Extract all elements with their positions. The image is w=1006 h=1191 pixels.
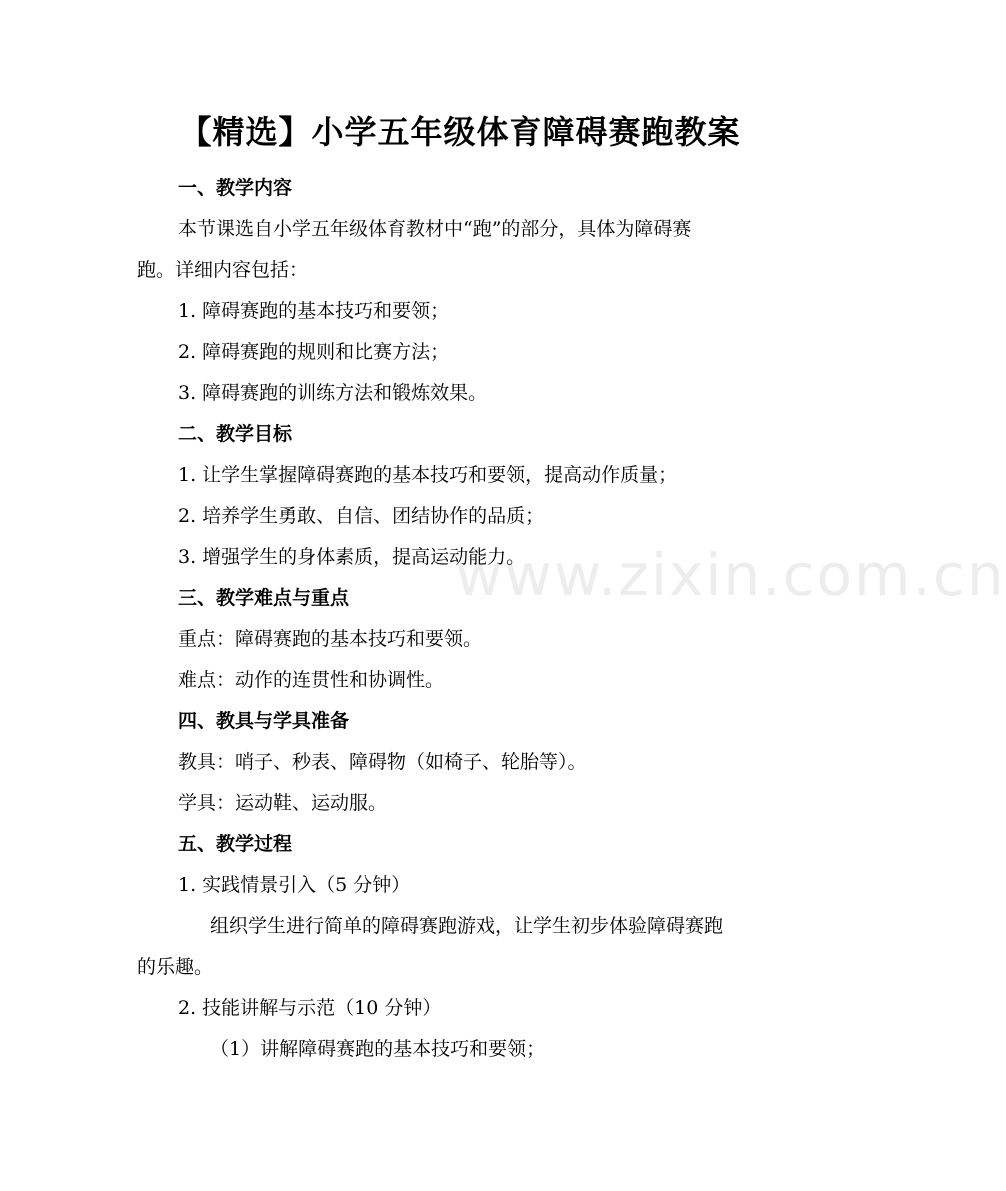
process-step-1-text-line2: 的乐趣。 [137,956,214,978]
process-step-2-sub-1: （1）讲解障碍赛跑的基本技巧和要领； [210,1038,546,1060]
content-intro-line2: 跑。详细内容包括： [137,259,309,281]
difficulty-text: 难点：动作的连贯性和协调性。 [178,669,445,691]
goals-item-1: 1. 让学生掌握障碍赛跑的基本技巧和要领，提高动作质量； [178,464,678,486]
content-intro-line1: 本节课选自小学五年级体育教材中“跑”的部分，具体为障碍赛 [178,218,692,240]
content-item-1: 1. 障碍赛跑的基本技巧和要领； [178,300,450,322]
section-heading-content: 一、教学内容 [178,177,293,199]
key-point-text: 重点：障碍赛跑的基本技巧和要领。 [178,628,483,650]
section-heading-goals: 二、教学目标 [178,423,293,445]
content-item-3: 3. 障碍赛跑的训练方法和锻炼效果。 [178,382,488,404]
teacher-materials: 教具：哨子、秒表、障碍物（如椅子、轮胎等）。 [178,751,587,773]
student-materials: 学具：运动鞋、运动服。 [178,792,388,814]
section-heading-key-points: 三、教学难点与重点 [178,587,350,609]
watermark: www.zixin.com.cn [455,541,1006,609]
document-title: 【精选】小学五年级体育障碍赛跑教案 [179,113,741,151]
section-heading-process: 五、教学过程 [178,833,293,855]
process-step-1-text-line1: 组织学生进行简单的障碍赛跑游戏，让学生初步体验障碍赛跑 [210,915,724,937]
content-item-2: 2. 障碍赛跑的规则和比赛方法； [178,341,450,363]
goals-item-2: 2. 培养学生勇敢、自信、团结协作的品质； [178,505,545,527]
goals-item-3: 3. 增强学生的身体素质，提高运动能力。 [178,546,526,568]
process-step-2: 2. 技能讲解与示范（10 分钟） [178,997,442,1019]
section-heading-materials: 四、教具与学具准备 [178,710,350,732]
process-step-1: 1. 实践情景引入（5 分钟） [178,874,411,896]
